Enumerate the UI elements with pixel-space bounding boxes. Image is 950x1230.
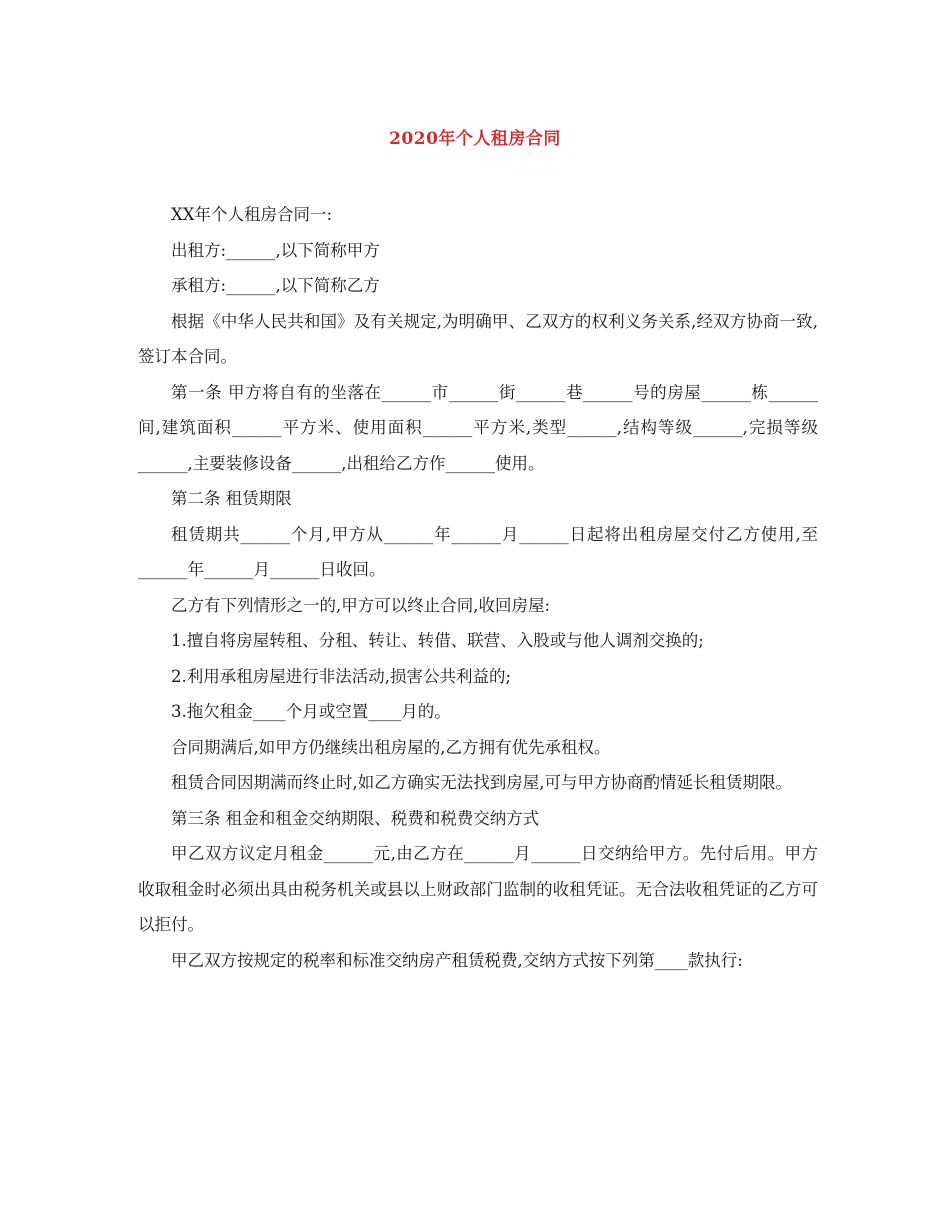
paragraph-article-2-heading: 第二条 租赁期限 — [171, 489, 292, 508]
paragraph-extension: 租赁合同因期满而终止时,如乙方确实无法找到房屋,可与甲方协商酌情延长租赁期限。 — [171, 773, 792, 792]
paragraph-termination-1: 1.擅自将房屋转租、分租、转让、转借、联营、入股或与他人调剂交换的; — [171, 631, 704, 650]
paragraph-tax: 甲乙双方按规定的税率和标准交纳房产租赁税费,交纳方式按下列第____款执行: — [171, 950, 743, 970]
paragraph-termination-3: 3.拖欠租金____个月或空置____月的。 — [171, 702, 451, 721]
paragraph-termination-2: 2.利用承租房屋进行非法活动,损害公共利益的; — [171, 666, 512, 686]
paragraph-termination-intro: 乙方有下列情形之一的,甲方可以终止合同,收回房屋: — [171, 595, 551, 615]
paragraph-lessee: 承租方:______,以下简称乙方 — [171, 276, 380, 295]
paragraph-preamble: 根据《中华人民共和国》及有关规定,为明确甲、乙双方的权利义务关系,经双方协商一致,签订本合同。 — [138, 311, 818, 366]
paragraph-article-1: 第一条 甲方将自有的坐落在______市______街______巷______号的房屋______栋______间,建筑面积______平方米、使用面积______平方米,类型______,结构等级______,完损等级______,主要装修设备______,出租给乙方作______使用。 — [138, 382, 818, 473]
paragraph-priority-right: 合同期满后,如甲方仍继续出租房屋的,乙方拥有优先承租权。 — [171, 737, 611, 757]
paragraph-lessor: 出租方:______,以下简称甲方 — [171, 240, 380, 260]
paragraph-intro: XX年个人租房合同一: — [171, 205, 333, 224]
paragraph-rent: 甲乙双方议定月租金______元,由乙方在______月______日交纳给甲方。先付后用。甲方收取租金时必须出具由税务机关或县以上财政部门监制的收租凭证。无合法收租凭证的乙方可以拒付。 — [138, 844, 818, 934]
document-title: 2020年个人租房合同 — [389, 129, 561, 149]
document-body — [138, 197, 818, 978]
paragraph-article-3-heading: 第三条 租金和租金交纳期限、税费和税费交纳方式 — [171, 808, 540, 828]
paragraph-lease-term: 租赁期共______个月,甲方从______年______月______日起将出租房屋交付乙方使用,至______年______月______日收回。 — [138, 524, 818, 579]
